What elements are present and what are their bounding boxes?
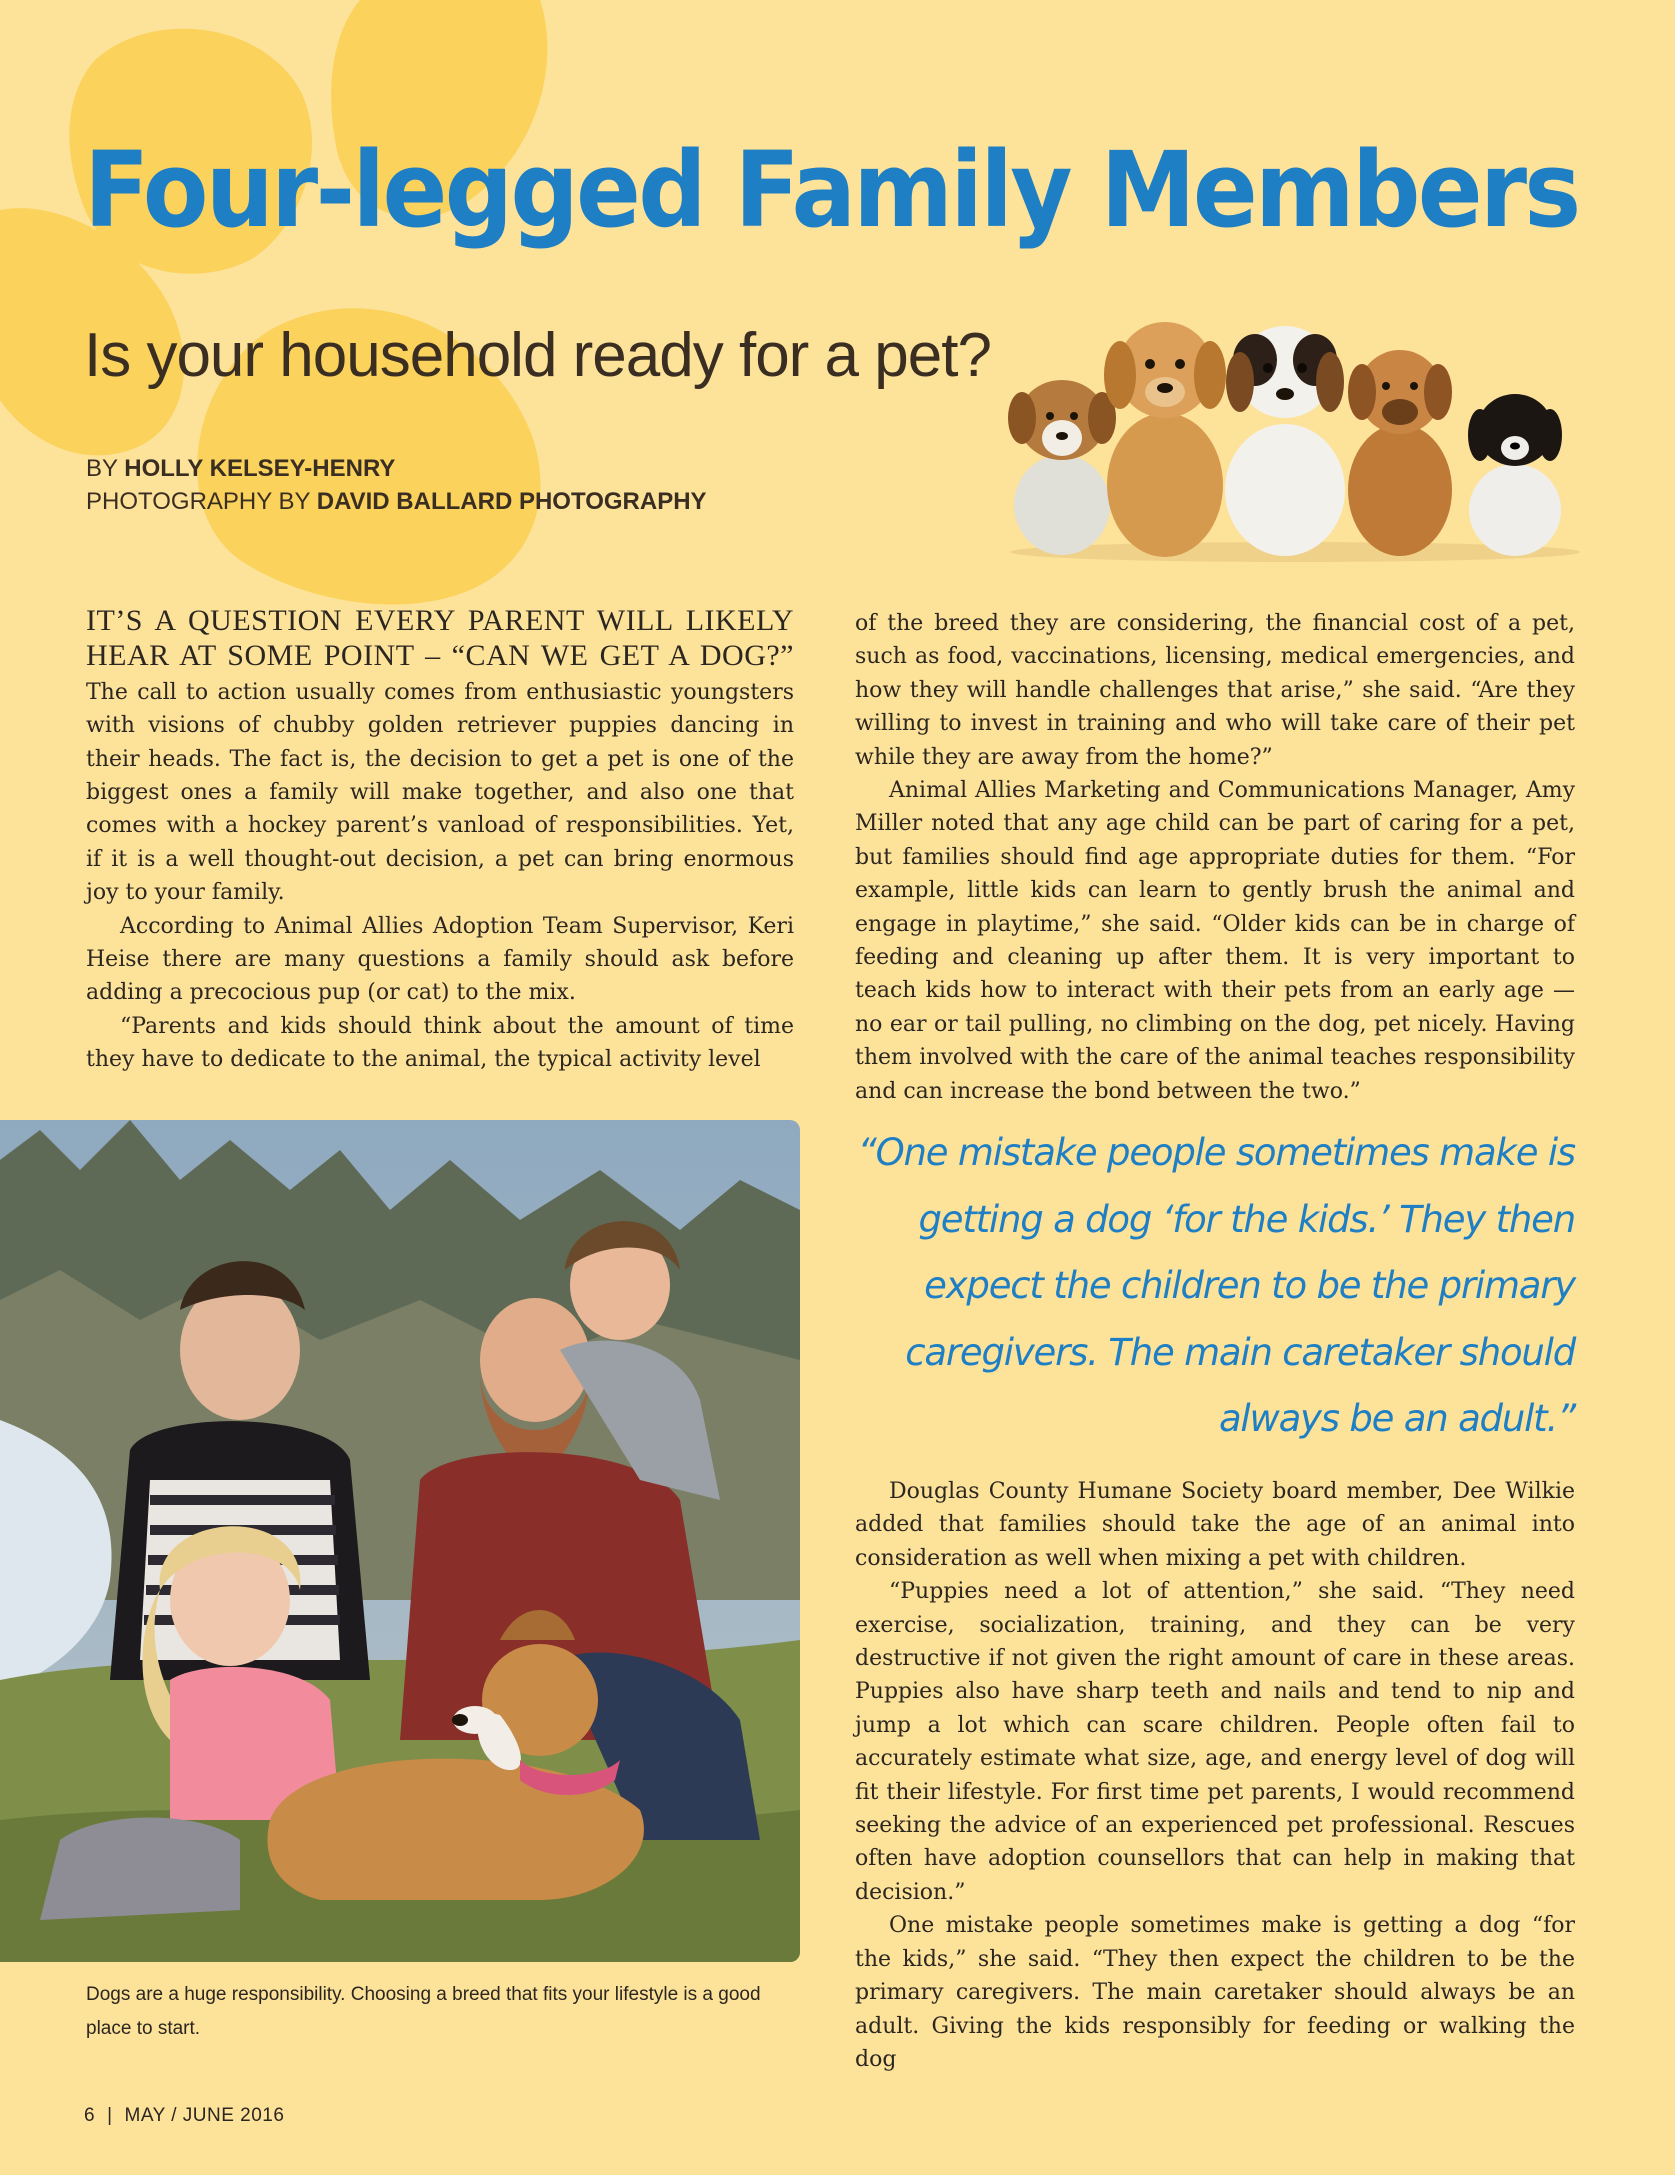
page-number: 6 [84, 2105, 96, 2126]
page-footer [84, 2105, 284, 2127]
body-text: The call to action usually comes from enthusiastic youngsters with visions of chubby golden retriever puppies dancing in their heads. The fact is, the decision to get a pet is one of the biggest ones a family will make together, and also one that comes with a hockey parent’s vanload of responsibilities. Yet, if it is a well thought-out decision, a pet can bring enormous joy to your family. [86, 679, 794, 906]
issue-date: MAY / JUNE 2016 [124, 2105, 285, 2126]
right-column-bottom [855, 1475, 1575, 2076]
byline-prefix: BY [86, 455, 125, 482]
photographer-line [86, 485, 707, 518]
photo-caption: Dogs are a huge responsibility. Choosing a breed that fits your lifestyle is a good place to start. [86, 1984, 761, 2039]
photographer-name: DAVID BALLARD PHOTOGRAPHY [316, 488, 707, 515]
body-paragraph: According to Animal Allies Adoption Team Supervisor, Keri Heise there are many questions a family should ask before adding a precocious pup (or cat) to the mix. [86, 913, 794, 1006]
family-photo [0, 1120, 800, 1962]
body-paragraph: of the breed they are considering, the financial cost of a pet, such as food, vaccinations, licensing, medical emergencies, and how they will handle challenges that arise,” she said. “Are they willing to invest in training and who will take care of their pet while they are away from the home?” [855, 611, 1575, 770]
author-line [86, 452, 707, 485]
body-paragraph: “Puppies need a lot of attention,” she said. “They need exercise, socialization, training, and they can be very destructive if not given the right amount of care in these areas. Puppies also have sharp teeth and nails and tend to nip and jump a lot which can scare children. People often fail to accurately estimate what size, age, and energy level of dog will fit their lifestyle. For first time pet parents, I would recommend seeking the advice of an experienced pet professional. Rescues often have adoption counsellors that can help in making that decision.” [855, 1579, 1575, 1905]
body-paragraph: “Parents and kids should think about the amount of time they have to dedicate to the animal, the typical activity level [86, 1013, 794, 1073]
byline [86, 452, 707, 518]
pull-quote: “One mistake people sometimes make is getting a dog ‘for the kids.’ They then expect the children to be the primary caregivers. The main caretaker should always be an adult.” [857, 1131, 1575, 1440]
body-paragraph: One mistake people sometimes make is getting a dog “for the kids,” she said. “They then expect the children to be the primary caregivers. The main caretaker should always be an adult. Giving the kids responsibly for feeding or walking the dog [855, 1913, 1575, 2072]
puppies-image [1000, 300, 1590, 565]
body-paragraph: Douglas County Humane Society board member, Dee Wilkie added that families should take the age of an animal into consideration as well when mixing a pet with children. [855, 1479, 1575, 1571]
body-paragraph: Animal Allies Marketing and Communications Manager, Amy Miller noted that any age child can be part of caring for a pet, but families should find age appropriate duties for them. “For example, little kids can learn to gently brush the animal and engage in playtime,” she said. “Older kids can be in charge of feeding and cleaning up after them. It is very important to teach kids how to interact with their pets from an early age — no ear or tail pulling, no climbing on the dog, pet nicely. Having them involved with the care of the animal teaches responsibility and can increase the bond between the two.” [855, 778, 1575, 1104]
lead-in-caps: IT’S A QUESTION EVERY PARENT WILL LIKELY HEAR AT SOME POINT – “CAN WE GET A DOG?” [86, 604, 794, 673]
footer-separator: | [107, 2105, 113, 2126]
photo-credit-prefix: PHOTOGRAPHY BY [86, 488, 317, 515]
article-title: Four-legged Family Members [84, 129, 1579, 251]
family-with-dog-image [0, 1120, 800, 1962]
left-column [86, 605, 794, 1077]
right-column-top [855, 607, 1575, 1108]
author-name: HOLLY KELSEY-HENRY [124, 455, 396, 482]
article-subtitle: Is your household ready for a pet? [84, 321, 991, 390]
